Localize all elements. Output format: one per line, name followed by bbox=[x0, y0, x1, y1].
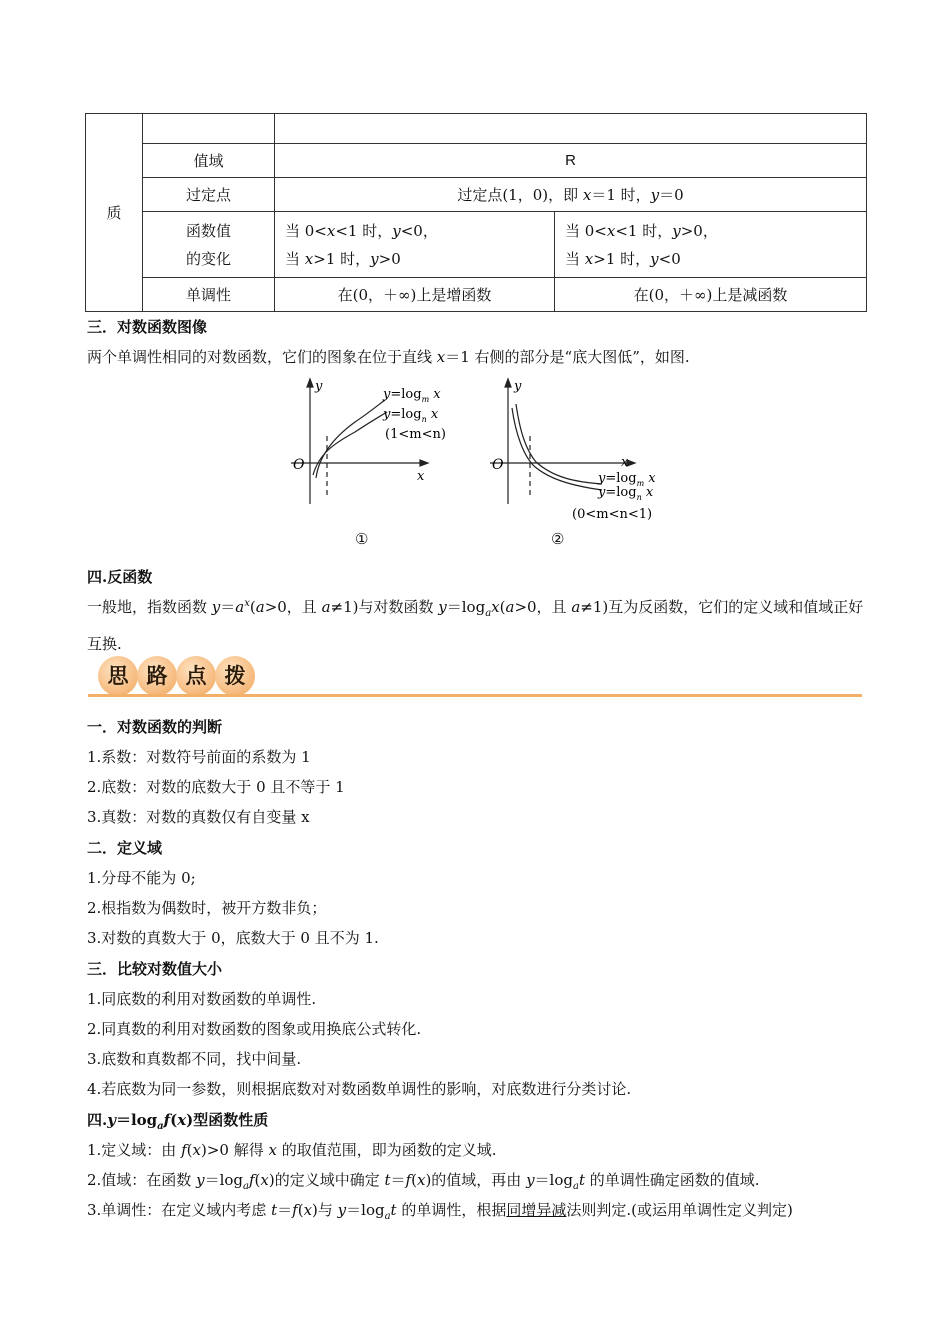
graph1-origin: O bbox=[293, 457, 305, 473]
graph2-caption: ② bbox=[551, 530, 565, 548]
graph2-x-label: x bbox=[621, 455, 629, 470]
graph2-label-m: $y=\log_m$ x bbox=[598, 471, 656, 488]
banner-char-3: 点 bbox=[176, 656, 216, 696]
tips-s2-item-2: 2.根指数为偶数时，被开方数非负； bbox=[87, 899, 327, 917]
table-row-blank-label bbox=[143, 114, 275, 144]
properties-table bbox=[85, 113, 867, 312]
tips-s4-item-2: 2.值域：在函数 $y=\log_af(x)$的定义域中确定 t＝f(x)的值域，再由 $y=\log_at$ 的单调性确定函数的值域. bbox=[87, 1171, 760, 1192]
tips-s1-item-2: 2.底数：对数的底数大于 0 且不等于 1 bbox=[87, 778, 345, 796]
graph2-label-n: $y=\log_n$ x bbox=[598, 485, 654, 502]
graph-increasing bbox=[285, 376, 455, 516]
table-value-change-decreasing: 当 0<x<1 时，y>0， 当 x>1 时，y<0 bbox=[555, 212, 867, 278]
tips-s3-title: 三．比较对数值大小 bbox=[87, 960, 223, 978]
graph1-y-label: y bbox=[315, 379, 323, 394]
graph1-condition: (1<m<n) bbox=[385, 427, 446, 442]
tips-s4-item-3: 3.单调性：在定义域内考虑 t＝f(x)与 $y=\log_at$ 的单调性，根据同增异减法则判定.(或运用单调性定义判定) bbox=[87, 1201, 793, 1222]
section-graph-text: 两个单调性相同的对数函数，它们的图象在位于直线 x＝1 右侧的部分是“底大图低”，如图. bbox=[87, 348, 690, 366]
table-value-fixed-point: 过定点(1，0)，即 x＝1 时，y＝0 bbox=[275, 178, 867, 212]
graph2-y-label: y bbox=[514, 379, 522, 394]
banner-divider bbox=[88, 694, 862, 697]
table-side-label: 质 bbox=[86, 114, 143, 312]
table-value-range: R bbox=[275, 144, 867, 178]
tips-s3-item-3: 3.底数和真数都不同，找中间量. bbox=[87, 1050, 302, 1068]
table-label-monotonicity: 单调性 bbox=[143, 278, 275, 312]
graph2-origin: O bbox=[492, 457, 504, 473]
tips-s1-title: 一．对数函数的判断 bbox=[87, 718, 223, 736]
graph-decreasing bbox=[484, 376, 674, 526]
tips-s4-title: 四$.y=\log_af(x)$型函数性质 bbox=[87, 1111, 269, 1132]
tips-s2-item-1: 1.分母不能为 0; bbox=[87, 869, 196, 887]
tips-s2-title: 二．定义域 bbox=[87, 839, 163, 857]
table-value-change-increasing: 当 0<x<1 时，y<0， 当 x>1 时，y>0 bbox=[275, 212, 555, 278]
banner-char-4: 拨 bbox=[215, 656, 255, 696]
table-value-increasing: 在(0，＋∞)上是增函数 bbox=[275, 278, 555, 312]
graph1-label-n: $y=\log_n$ x bbox=[383, 407, 439, 424]
graph2-condition: (0<m<n<1) bbox=[572, 507, 653, 522]
banner-char-2: 路 bbox=[137, 656, 177, 696]
tips-s2-item-3: 3.对数的真数大于 0，底数大于 0 且不为 1. bbox=[87, 929, 379, 947]
tips-s3-item-2: 2.同真数的利用对数函数的图象或用换底公式转化. bbox=[87, 1020, 422, 1038]
label-line-2: 的变化 bbox=[185, 249, 231, 268]
section-title-inverse: 四.反函数 bbox=[87, 568, 153, 586]
table-row-blank-value bbox=[275, 114, 867, 144]
tips-s4-item-1: 1.定义域：由 f(x)>0 解得 x 的取值范围，即为函数的定义域. bbox=[87, 1141, 497, 1159]
label-line-1: 函数值 bbox=[185, 221, 231, 240]
table-label-range: 值域 bbox=[143, 144, 275, 178]
tips-s3-item-1: 1.同底数的利用对数函数的单调性. bbox=[87, 990, 317, 1008]
table-value-decreasing: 在(0，＋∞)上是减函数 bbox=[555, 278, 867, 312]
graph1-x-label: x bbox=[417, 469, 425, 484]
section-inverse-text: 一般地，指数函数 $y=a^x(a>0$，且 a≠1)与对数函数 $y=\log_ax(a>0$，且 a≠1)互为反函数，它们的定义域和值域正好互换. bbox=[87, 598, 864, 653]
table-label-value-change bbox=[143, 212, 275, 278]
tips-s3-item-4: 4.若底数为同一参数，则根据底数对对数函数单调性的影响，对底数进行分类讨论. bbox=[87, 1080, 632, 1098]
tips-s1-item-3: 3.真数：对数的真数仅有自变量 x bbox=[87, 808, 310, 826]
table-label-fixed-point: 过定点 bbox=[143, 178, 275, 212]
tips-s1-item-1: 1.系数：对数符号前面的系数为 1 bbox=[87, 748, 311, 766]
graph1-label-m: $y=\log_m$ x bbox=[383, 387, 441, 404]
section-title-graph: 三．对数函数图像 bbox=[87, 318, 208, 336]
graph1-caption: ① bbox=[355, 530, 369, 548]
banner-char-1: 思 bbox=[98, 656, 138, 696]
